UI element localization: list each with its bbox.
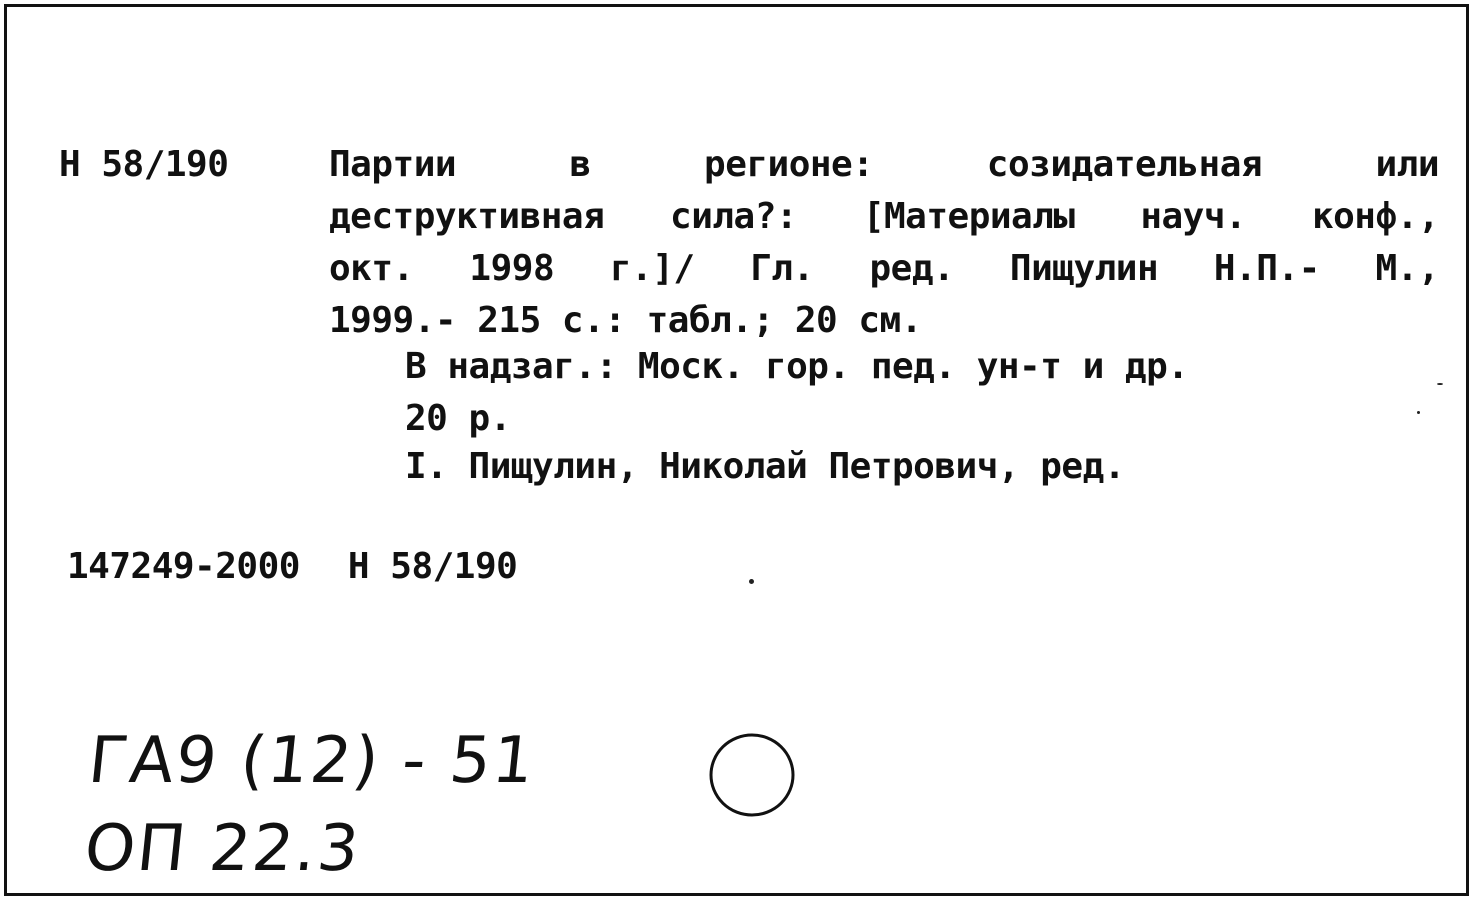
speck: [1417, 411, 1420, 414]
title-line-4: 1999.- 215 с.: табл.; 20 см.: [329, 300, 922, 341]
title-line-3: окт. 1998 г.]/ Гл. ред. Пищулин Н.П.- М.,: [329, 248, 1439, 289]
shelf-mark-top: Н 58/190: [59, 144, 229, 185]
price-line: 20 р.: [405, 398, 511, 439]
added-entry-line: I. Пищулин, Николай Петрович, ред.: [405, 446, 1125, 487]
title-line-1: Партии в регионе: созидательная или: [329, 144, 1439, 185]
shelf-mark-bottom: Н 58/190: [347, 546, 518, 587]
title-line-2: деструктивная сила?: [Материалы науч. конф.,: [329, 196, 1439, 237]
note-line: В надзаг.: Моск. гор. пед. ун-т и др.: [405, 346, 1189, 387]
catalog-card: [4, 4, 1469, 896]
handwritten-location: ОП 22.3: [81, 812, 365, 886]
inventory-line: [67, 547, 517, 587]
circle-stamp-icon: [707, 732, 797, 822]
inventory-number: 147249-2000: [67, 546, 300, 587]
handwritten-classification: ГА9 (12) - 51: [85, 724, 540, 798]
speck: [749, 579, 754, 584]
speck: [1437, 383, 1443, 385]
